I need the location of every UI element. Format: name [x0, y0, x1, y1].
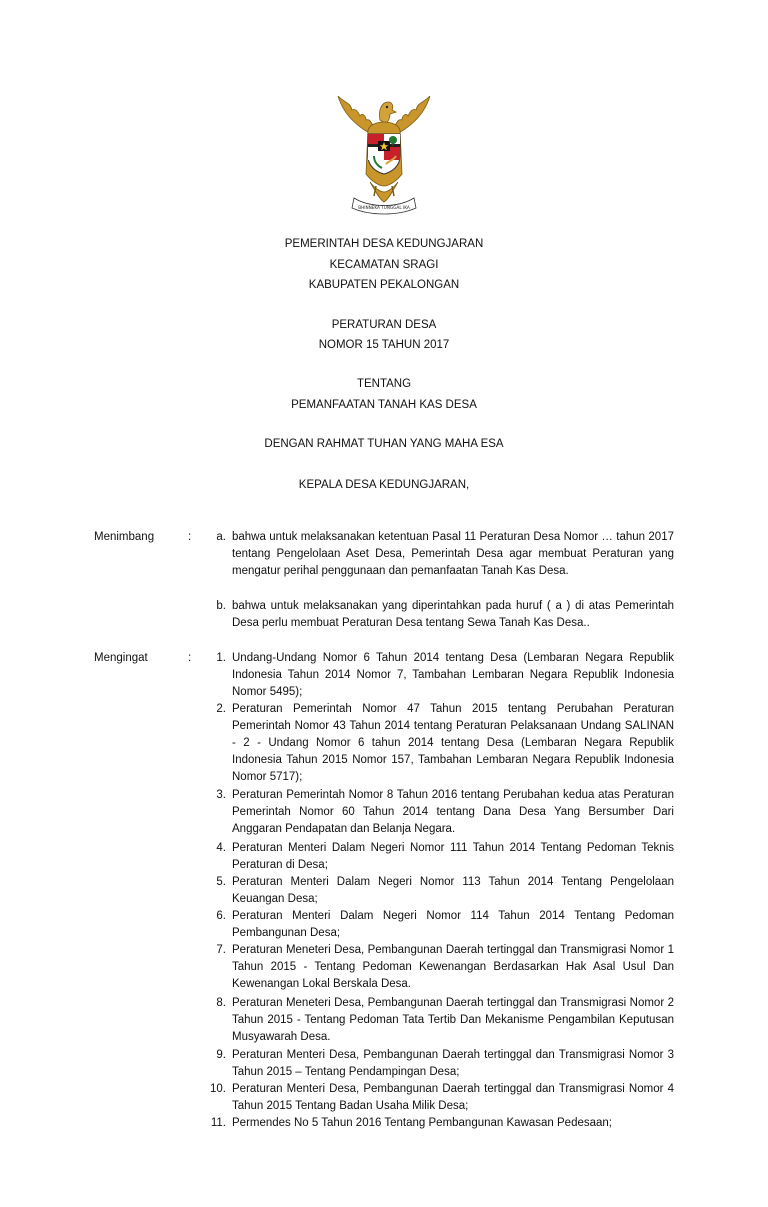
menimbang-item: [206, 598, 674, 649]
mengingat-item: [206, 650, 674, 701]
item-text: Peraturan Pemerintah Nomor 47 Tahun 2015 tentang Perubahan Peraturan Pemerintah Nomor 43 Tahun 2014 tentang Peraturan Pelaksanaan Undang SALINAN - 2 - Undang Nomor 6 tahun 2014 tentang Desa (Lembaran Negara Republik Indonesia Tahun 2015 Nomor 157, Tambahan Lembaran Negara Republik Indonesia Nomor 5717);: [232, 703, 674, 783]
svg-text:BHINNEKA TUNGGAL IKA: BHINNEKA TUNGGAL IKA: [358, 205, 410, 210]
item-text: bahwa untuk melaksanakan ketentuan Pasal 11 Peraturan Desa Nomor … tahun 2017 tentang Pengelolaan Aset Desa, Pemerintah Desa agar membuat Peraturan yang mengatur perihal penggunaan dan pemanfaatan Tanah Kas Desa.: [232, 531, 674, 577]
item-text: Undang-Undang Nomor 6 Tahun 2014 tentang Desa (Lembaran Negara Republik Indonesia Tahun 2014 Nomor 7, Tambahan Lembaran Negara Republik Indonesia Nomor 5495);: [232, 652, 674, 698]
government-line-3: KABUPATEN PEKALONGAN: [308, 279, 460, 291]
mengingat-item: [206, 942, 674, 993]
mengingat-item: [206, 787, 674, 838]
menimbang-item: [206, 529, 674, 597]
menimbang-colon: :: [188, 531, 192, 543]
item-marker: 10.: [210, 1083, 226, 1095]
item-text: bahwa untuk melaksanakan yang diperintahkan pada huruf ( a ) di atas Pemerintah Desa perlu membuat Peraturan Desa tentang Sewa Tanah Kas Desa..: [232, 600, 674, 629]
item-marker: 4.: [216, 842, 226, 854]
item-marker: 8.: [216, 997, 226, 1009]
garuda-emblem-icon: [330, 90, 438, 220]
item-text: Peraturan Pemerintah Nomor 8 Tahun 2016 tentang Perubahan kedua atas Peraturan Pemerintah Nomor 60 Tahun 2014 tentang Dana Desa Yang Bersumber Dari Anggaran Pendapatan dan Belanja Negara.: [232, 789, 674, 835]
mengingat-colon: :: [188, 652, 192, 664]
regulation-type: PERATURAN DESA: [331, 319, 437, 331]
item-text: Peraturan Menteri Dalam Negeri Nomor 113 Tahun 2014 Tentang Pengelolaan Keuangan Desa;: [232, 876, 674, 905]
item-marker: 1.: [216, 652, 226, 664]
mengingat-item: [206, 908, 674, 942]
mengingat-item: [206, 995, 674, 1046]
official-title: KEPALA DESA KEDUNGJARAN,: [298, 479, 470, 491]
item-text: Peraturan Menteri Desa, Pembangunan Daerah tertinggal dan Transmigrasi Nomor 3 Tahun 2015 – Tentang Pendampingan Desa;: [232, 1049, 674, 1078]
about-label: TENTANG: [356, 378, 412, 390]
mengingat-item: [206, 1081, 674, 1115]
item-marker: 5.: [216, 876, 226, 888]
regulation-number: NOMOR 15 TAHUN 2017: [318, 339, 450, 351]
item-marker: a.: [216, 531, 226, 543]
item-text: Peraturan Menteri Dalam Negeri Nomor 114 Tahun 2014 Tentang Pedoman Pembangunan Desa;: [232, 910, 674, 939]
blessing-line: DENGAN RAHMAT TUHAN YANG MAHA ESA: [264, 438, 504, 450]
item-text: Peraturan Menteri Dalam Negeri Nomor 111 Tahun 2014 Tentang Pedoman Teknis Peraturan di Desa;: [232, 842, 674, 871]
item-text: Peraturan Meneteri Desa, Pembangunan Daerah tertinggal dan Transmigrasi Nomor 2 Tahun 2015 - Tentang Pedoman Tata Tertib Dan Mekanisme Pengambilan Keputusan Musyawarah Desa.: [232, 997, 674, 1043]
mengingat-item: [206, 840, 674, 874]
menimbang-label: Menimbang: [94, 531, 155, 543]
item-text: Peraturan Menteri Desa, Pembangunan Daerah tertinggal dan Transmigrasi Nomor 4 Tahun 2015 Tentang Badan Usaha Milik Desa;: [232, 1083, 674, 1112]
item-marker: 11.: [210, 1117, 226, 1129]
item-marker: 9.: [216, 1049, 226, 1061]
government-line-1: PEMERINTAH DESA KEDUNGJARAN: [284, 238, 484, 250]
item-marker: 2.: [216, 703, 226, 715]
government-line-2: KECAMATAN SRAGI: [329, 259, 439, 271]
item-marker: 6.: [216, 910, 226, 922]
mengingat-item: [206, 874, 674, 908]
item-text: Permendes No 5 Tahun 2016 Tentang Pembangunan Kawasan Pedesaan;: [232, 1117, 612, 1129]
item-text: Peraturan Meneteri Desa, Pembangunan Daerah tertinggal dan Transmigrasi Nomor 1 Tahun 2015 - Tentang Pedoman Kewenangan Berdasarkan Hak Asal Usul Dan Kewenangan Lokal Berskala Desa.: [232, 944, 674, 990]
item-marker: 7.: [216, 944, 226, 956]
item-marker: b.: [216, 600, 226, 612]
mengingat-item: [206, 1047, 674, 1081]
about-title: PEMANFAATAN TANAH KAS DESA: [291, 399, 477, 411]
item-marker: 3.: [216, 789, 226, 801]
mengingat-item: [206, 701, 674, 786]
mengingat-item: [206, 1115, 674, 1132]
mengingat-label: Mengingat: [94, 652, 148, 664]
